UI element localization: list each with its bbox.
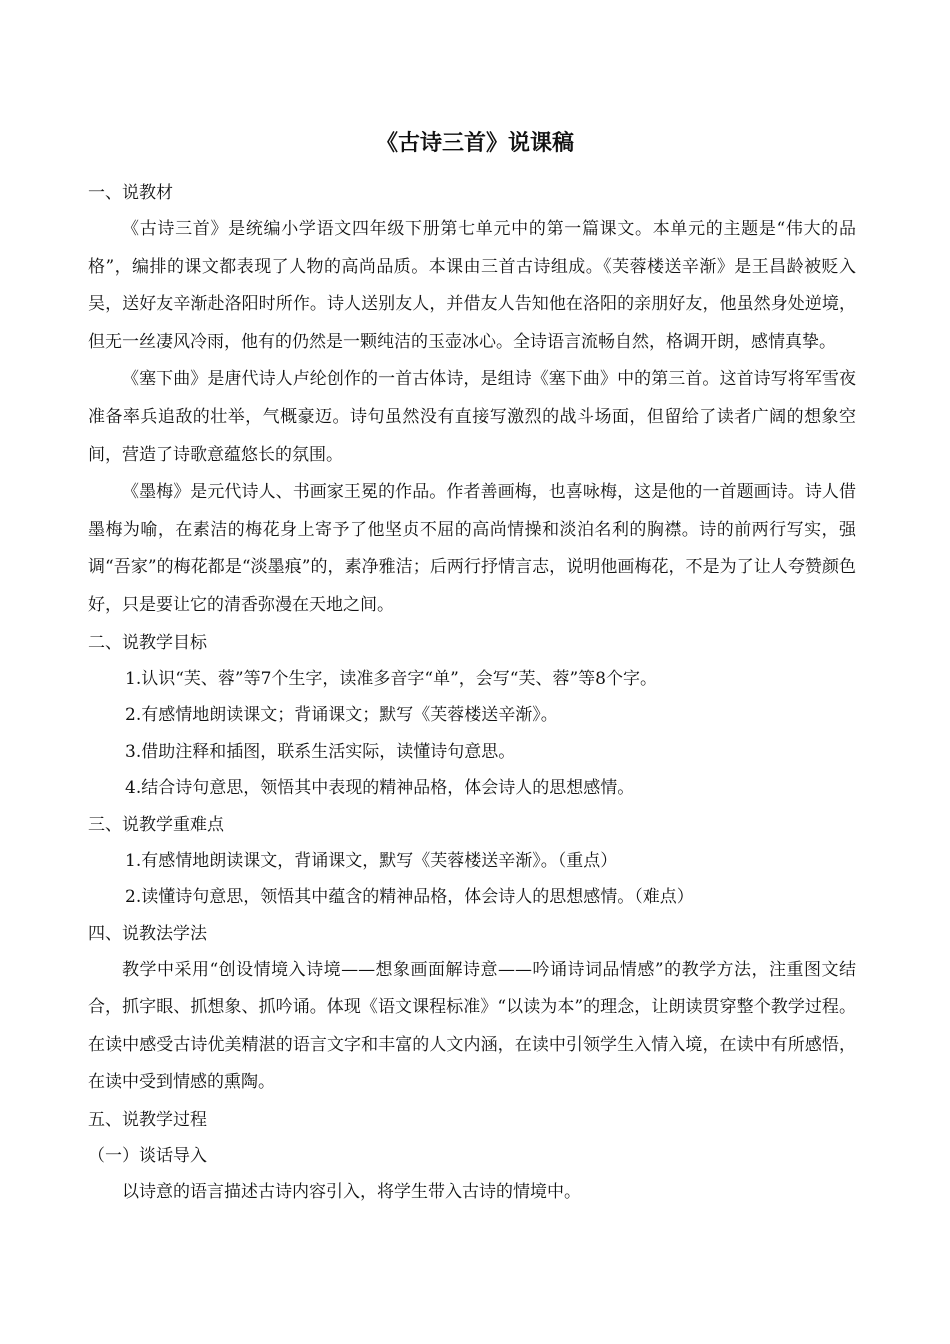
section-teaching-methods bbox=[88, 916, 856, 1102]
list-item: 2.有感情地朗读课文；背诵课文；默写《芙蓉楼送辛渐》。 bbox=[125, 705, 558, 726]
paragraph: 教学中采用“创设情境入诗境——想象画面解诗意——吟诵诗词品情感”的教学方法，注重图文结合，抓字眼、抓想象、抓吟诵。体现《语文课程标准》“以读为本”的理念，让朗读贯穿整个教学过程。在读中感受古诗优美精湛的语言文字和丰富的人文内涵，在读中引领学生入情入境，在读中有所感悟，在读中受到情感的熏陶。 bbox=[88, 959, 856, 1093]
paragraph: 以诗意的语言描述古诗内容引入，将学生带入古诗的情境中。 bbox=[122, 1181, 581, 1202]
paragraph: 《塞下曲》是唐代诗人卢纶创作的一首古体诗，是组诗《塞下曲》中的第三首。这首诗写将军雪夜准备率兵追敌的壮举，气概豪迈。诗句虽然没有直接写激烈的战斗场面，但留给了读者广阔的想象空间，营造了诗歌意蕴悠长的氛围。 bbox=[88, 369, 856, 465]
section-teaching-material bbox=[88, 175, 856, 625]
list-item: 1.认识“芙、蓉”等7个生字，读准多音字“单”，会写“芙、蓉”等8个字。 bbox=[125, 668, 657, 689]
section-key-points bbox=[88, 807, 856, 916]
section-heading: 三、说教学重难点 bbox=[88, 814, 224, 835]
section-heading: 五、说教学过程 bbox=[88, 1109, 207, 1130]
document-title: 《古诗三首》说课稿 bbox=[375, 130, 574, 156]
list-item: 3.借助注释和插图，联系生活实际，读懂诗句意思。 bbox=[125, 741, 516, 762]
paragraph: 《古诗三首》是统编小学语文四年级下册第七单元中的第一篇课文。本单元的主题是“伟大的品格”，编排的课文都表现了人物的高尚品质。本课由三首古诗组成。《芙蓉楼送辛渐》是王昌龄被贬入吴，送好友辛渐赴洛阳时所作。诗人送别友人，并借友人告知他在洛阳的亲朋好友，他虽然身处逆境，但无一丝凄风冷雨，他有的仍然是一颗纯洁的玉壶冰心。全诗语言流畅自然，格调开朗，感情真挚。 bbox=[88, 219, 856, 352]
section-heading: 四、说教法学法 bbox=[88, 923, 207, 944]
document-page bbox=[88, 125, 856, 1212]
section-teaching-goals bbox=[88, 625, 856, 807]
paragraph: 《墨梅》是元代诗人、书画家王冕的作品。作者善画梅，也喜咏梅，这是他的一首题画诗。诗人借墨梅为喻，在素洁的梅花身上寄予了他坚贞不屈的高尚情操和淡泊名利的胸襟。诗的前两行写实，强调“吾家”的梅花都是“淡墨痕”的，素净雅洁；后两行抒情言志，说明他画梅花，不是为了让人夸赞颜色好，只是要让它的清香弥漫在天地之间。 bbox=[88, 482, 856, 615]
list-item: 4.结合诗句意思，领悟其中表现的精神品格，体会诗人的思想感情。 bbox=[125, 778, 635, 799]
section-heading: 一、说教材 bbox=[88, 183, 173, 203]
list-item: 2.读懂诗句意思，领悟其中蕴含的精神品格，体会诗人的思想感情。（难点） bbox=[125, 887, 694, 908]
list-item: 1.有感情地朗读课文，背诵课文，默写《芙蓉楼送辛渐》。（重点） bbox=[125, 850, 618, 871]
subsection-heading: （一）谈话导入 bbox=[88, 1145, 207, 1166]
section-heading: 二、说教学目标 bbox=[88, 632, 207, 653]
section-teaching-process bbox=[88, 1102, 856, 1212]
